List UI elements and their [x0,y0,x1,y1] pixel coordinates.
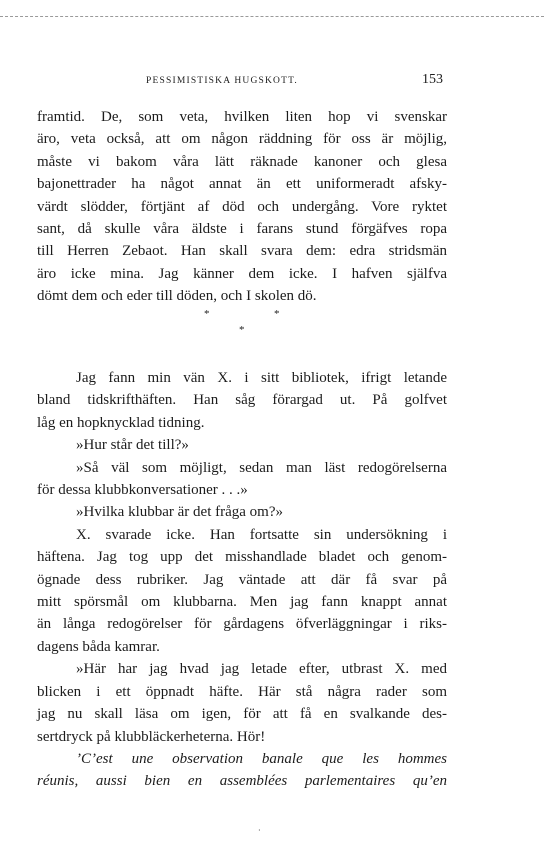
separator-star: * [204,308,210,320]
dialogue-line: »Så väl som möjligt, sedan man läst redogörelserna [76,459,447,476]
separator-star: * [239,324,245,336]
text-line: häftena. Jag tog upp det misshandlade bladet och genom- [37,549,447,566]
separator-star: * [274,308,280,320]
top-rule [0,16,544,17]
running-title: PESSIMISTISKA HUGSKOTT. [146,76,298,86]
text-line: framtid. De, som veta, hvilken liten hop vi svenskar [37,109,447,125]
text-line: äro, veta också, att om någon räddning för oss är möjlig, [37,131,447,148]
text-line: äro icke mina. Jag känner dem icke. I hafven själfva [37,265,447,282]
text-line: bland tidskrifthäften. Han såg förargad ut. På golfvet [37,392,447,409]
text-line: till Herren Zebaot. Han skall svara dem: edra stridsmän [37,243,447,260]
french-quote-line: réunis, aussi bien en assemblées parlementaires qu’en [37,773,447,790]
text-line: sertdryck på klubbläckerheterna. Hör! [37,728,266,745]
text-line: jag nu skall läsa om igen, för att få en svalkande des- [37,706,447,723]
text-line: blicken i ett öppnadt häfte. Här stå några rader som [37,683,447,700]
print-speck: · [258,826,261,835]
section-separator [0,308,544,348]
dialogue-line: »Hur står det till?» [76,437,189,454]
page-number: 153 [422,72,443,87]
text-line: ögnade dess rubriker. Jag väntade att där få svar på [37,571,447,588]
text-line: dömt dem och eder till döden, och I skolen dö. [37,288,317,305]
text-line: låg en hopknycklad tidning. [37,414,205,431]
text-line: dagens båda kamrar. [37,638,160,655]
paragraph-1 [37,106,447,308]
text-line: för dessa klubbkonversationer . . .» [37,482,248,499]
text-line: måste vi bakom våra lätt räknade kanoner och glesa [37,153,447,170]
paragraph-2 [37,367,447,793]
text-line: sant, då skulle våra äldste i farans stund förgäfves ropa [37,221,447,238]
text-line: värdt slödder, förtjänt af död och undergång. Vore ryktet [37,198,447,215]
text-line: Jag fann min vän X. i sitt bibliotek, ifrigt letande [76,370,447,386]
french-quote-line: ’C’est une observation banale que les hommes [76,750,447,767]
text-line: mitt spörsmål om klubbarna. Men jag fann knappt annat [37,594,447,611]
text-line: X. svarade icke. Han fortsatte sin undersökning i [76,526,447,543]
text-line: än långa redogörelser för gårdagens öfverläggningar i riks- [37,616,447,633]
dialogue-line: »Här har jag hvad jag letade efter, utbrast X. med [76,661,447,678]
dialogue-line: »Hvilka klubbar är det fråga om?» [76,504,284,521]
text-line: bajonettrader ha något annat än ett uniformeradt afsky- [37,176,447,193]
